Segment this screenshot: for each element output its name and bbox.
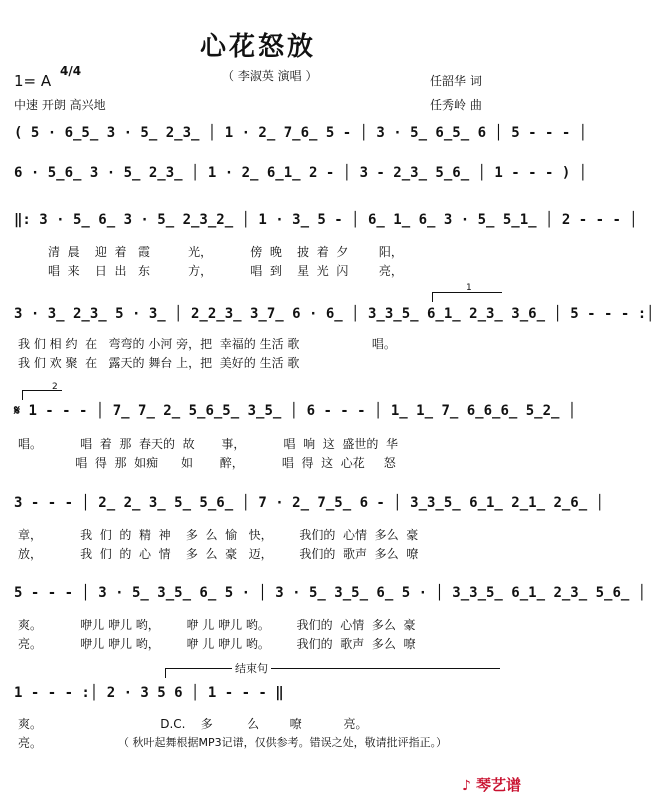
time-signature: 4/4 bbox=[60, 64, 82, 78]
volta-1-label: 1 bbox=[466, 283, 472, 293]
transcription-note: （ 秋叶起舞根据MP3记谱，仅供参考。错误之处，敬请批评指正。） bbox=[118, 736, 448, 749]
ending-bracket-edge bbox=[165, 668, 166, 678]
lyrics-row-7-verse-1: 爽。 咿儿 咿儿 哟， 咿 儿 咿儿 哟。 我们的 心情 多么 豪 bbox=[18, 618, 416, 632]
notation-row-8: 1 - - - :│ 2 · 3 5 6 │ 1 - - - ‖ bbox=[14, 685, 284, 701]
lyrics-row-8-verse-1: 爽。 D.C. 多 么 嘹 亮。 bbox=[18, 717, 368, 731]
qinyipu-logo-icon: ♪ bbox=[462, 778, 471, 794]
song-title: 心花怒放 bbox=[200, 32, 317, 62]
key-signature: 1= A bbox=[14, 72, 52, 90]
notation-row-4: 3 · 3̲ 2̲3̲ 5 · 3̲ │ 2̲2̲3̲ 3̲7̲ 6 · 6̲ │ 3̲3̲5̲ 6̲1̲ 2̲3̲ 3̲6̲ │ 5 - - - :│ bbox=[14, 306, 655, 322]
lyrics-row-6-verse-2: 放， 我 们 的 心 情 多 么 豪 迈， 我们的 歌声 多么 嘹 bbox=[18, 547, 419, 561]
lyrics-row-5-verse-2: 唱 得 那 如痴 如 醉， 唱 得 这 心花 怒 bbox=[18, 456, 396, 470]
lyricist-credit: 任韶华 词 bbox=[430, 74, 482, 88]
notation-row-3: ‖: 3 · 5̲ 6̲ 3 · 5̲ 2̲3̲2̲ │ 1 · 3̲ 5 - │ 6̲ 1̲ 6̲ 3 · 5̲ 5̲1̲ │ 2 - - - │ bbox=[14, 212, 638, 228]
composer-credit: 任秀岭 曲 bbox=[430, 98, 482, 112]
lyrics-row-8-verse-2: 亮。 bbox=[18, 736, 43, 750]
lyrics-row-3-verse-1: 清 晨 迎 着 霞 光， 傍 晚 披 着 夕 阳， bbox=[48, 245, 403, 259]
lyrics-row-7-verse-2: 亮。 咿儿 咿儿 哟， 咿 儿 咿儿 哟。 我们的 歌声 多么 嘹 bbox=[18, 637, 416, 651]
performer-credit: （ 李淑英 演唱 ） bbox=[222, 69, 318, 83]
brand-name: 琴艺谱 bbox=[476, 776, 522, 794]
lyrics-row-3-verse-2: 唱 来 日 出 东 方， 唱 到 星 光 闪 亮， bbox=[48, 264, 403, 278]
notation-row-5: 𝄋 1 - - - │ 7̲ 7̲ 2̲ 5̲6̲5̲ 3̲5̲ │ 6 - - - │ 1̲ 1̲ 7̲ 6̲6̲6̲ 5̲2̲ │ bbox=[14, 403, 577, 419]
lyrics-row-5-verse-1: 唱。 唱 着 那 春天的 故 事， 唱 响 这 盛世的 华 bbox=[18, 437, 399, 451]
notation-row-2: 6 · 5̲6̲ 3 · 5̲ 2̲3̲ │ 1 · 2̲ 6̲1̲ 2 - │ 3 - 2̲3̲ 5̲6̲ │ 1 - - - ) │ bbox=[14, 165, 588, 181]
lyrics-row-6-verse-1: 章， 我 们 的 精 神 多 么 愉 快， 我们的 心情 多么 豪 bbox=[18, 528, 419, 542]
volta-1-bracket-edge bbox=[432, 292, 433, 302]
lyrics-row-4-verse-2: 我 们 欢 聚 在 露天的 舞台 上，把 美好的 生活 歌 bbox=[18, 356, 300, 370]
brand-watermark bbox=[462, 774, 521, 795]
notation-row-1: ( 5 · 6̲5̲ 3 · 5̲ 2̲3̲ │ 1 · 2̲ 7̲6̲ 5 - │ 3 · 5̲ 6̲5̲ 6 │ 5 - - - │ bbox=[14, 125, 588, 141]
ending-bracket bbox=[165, 668, 500, 669]
ending-label: 结束句 bbox=[232, 660, 271, 676]
lyrics-row-4-verse-1: 我 们 相 约 在 弯弯的 小河 旁，把 幸福的 生活 歌 唱。 bbox=[18, 337, 396, 351]
notation-row-6: 3 - - - │ 2̲ 2̲ 3̲ 5̲ 5̲6̲ │ 7 · 2̲ 7̲5̲ 6 - │ 3̲3̲5̲ 6̲1̲ 2̲1̲ 2̲6̲ │ bbox=[14, 495, 605, 511]
volta-2-label: 2 bbox=[52, 382, 58, 392]
volta-2-bracket-edge bbox=[22, 390, 23, 400]
notation-row-7: 5 - - - │ 3 · 5̲ 3̲5̲ 6̲ 5 · │ 3 · 5̲ 3̲5̲ 6̲ 5 · │ 3̲3̲5̲ 6̲1̲ 2̲3̲ 5̲6̲ │ bbox=[14, 585, 647, 601]
tempo-marking: 中速 开朗 高兴地 bbox=[14, 98, 106, 112]
